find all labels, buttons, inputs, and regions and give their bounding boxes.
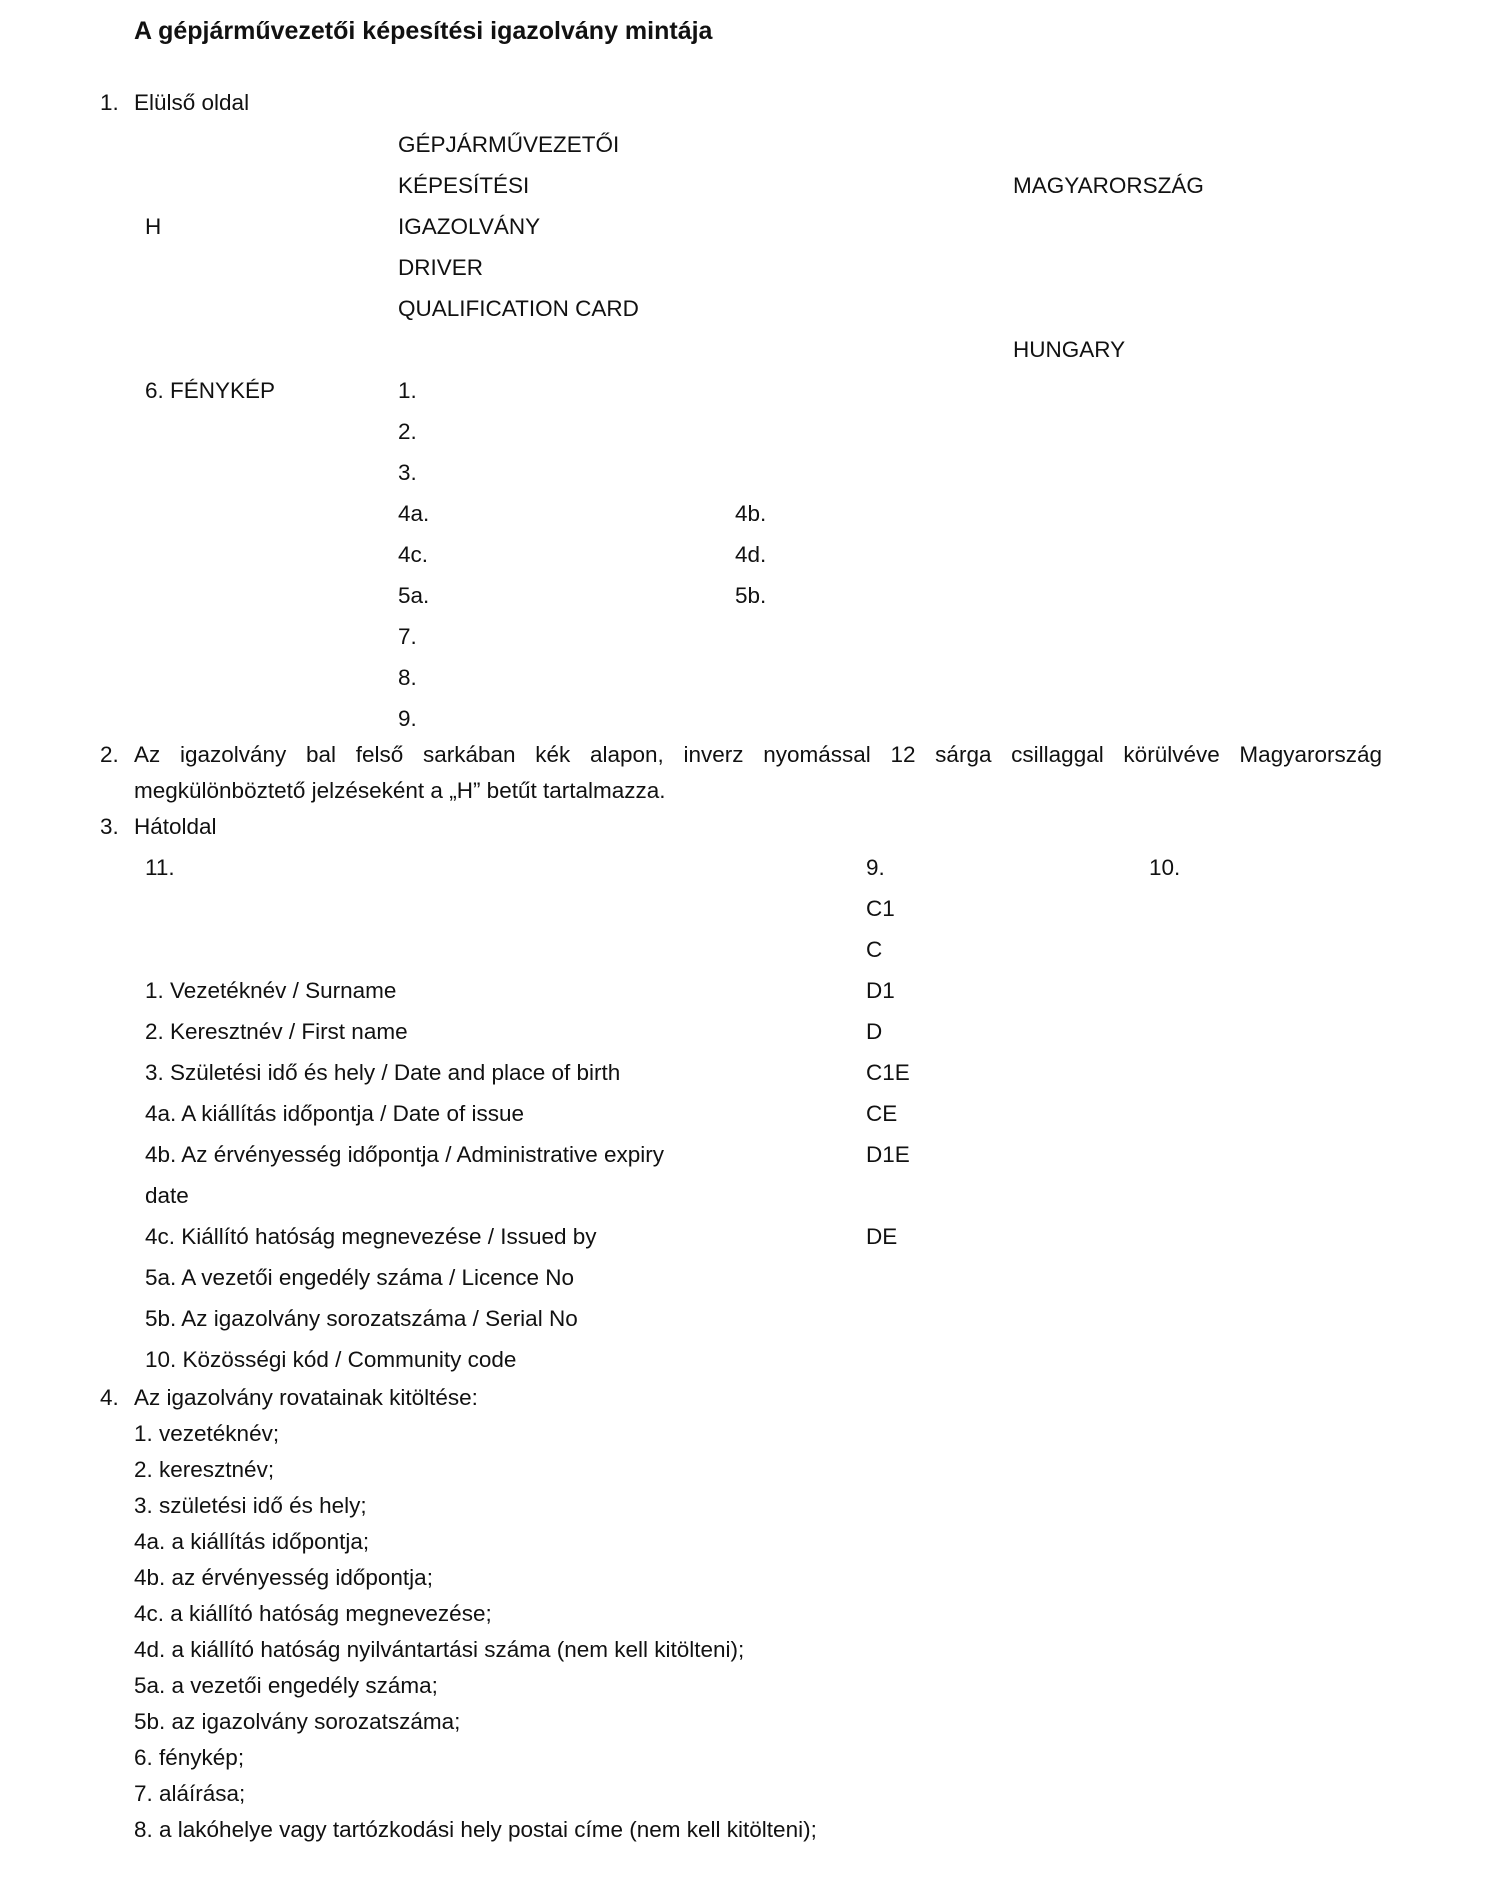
- front-field-label: 5a.: [398, 583, 430, 608]
- front-field-label: 4c.: [398, 542, 429, 567]
- fill-instruction-item: 4b. az érvényesség időpontja;: [134, 1565, 433, 1590]
- back-legend-item: 4c. Kiállító hatóság megnevezése / Issued by: [145, 1224, 597, 1249]
- fill-instruction-item: 8. a lakóhelye vagy tartózkodási hely postai címe (nem kell kitölteni);: [134, 1817, 817, 1842]
- back-legend-item: 2. Keresztnév / First name: [145, 1019, 408, 1044]
- photo-label: 6. FÉNYKÉP: [145, 378, 276, 403]
- fill-instruction-item: 4a. a kiállítás időpontja;: [134, 1529, 370, 1554]
- fill-instruction-item: 2. keresztnév;: [134, 1457, 275, 1482]
- fill-instruction-item: 6. fénykép;: [134, 1745, 245, 1770]
- back-legend-item: 5b. Az igazolvány sorozatszáma / Serial No: [145, 1306, 578, 1331]
- card-title-line: KÉPESÍTÉSI: [398, 173, 530, 198]
- licence-category: CE: [866, 1101, 898, 1126]
- section-1-heading: Elülső oldal: [134, 90, 250, 115]
- front-field-label: 5b.: [735, 583, 767, 608]
- back-legend-item: 3. Születési idő és hely / Date and place of birth: [145, 1060, 621, 1085]
- licence-category: C1E: [866, 1060, 910, 1085]
- country-name-en: HUNGARY: [1013, 337, 1126, 362]
- fill-instruction-item: 5a. a vezetői engedély száma;: [134, 1673, 438, 1698]
- card-title-line: DRIVER: [398, 255, 484, 280]
- front-field-label: 4d.: [735, 542, 767, 567]
- back-legend-item: 1. Vezetéknév / Surname: [145, 978, 397, 1003]
- back-legend-item: date: [145, 1183, 189, 1208]
- section-4-heading: Az igazolvány rovatainak kitöltése:: [134, 1385, 478, 1410]
- back-legend-item: 5a. A vezetői engedély száma / Licence No: [145, 1265, 575, 1290]
- back-col-10-label: 10.: [1149, 855, 1181, 880]
- section-3-number: 3.: [100, 814, 119, 839]
- back-legend-item: 4a. A kiállítás időpontja / Date of issue: [145, 1101, 524, 1126]
- back-col-9-label: 9.: [866, 855, 885, 880]
- section-2-paragraph: Az igazolvány bal felső sarkában kék alapon, inverz nyomással 12 sárga csillaggal körülvéve Magyarország megkülönböztető jelzéseként a „H” betűt tartalmazza.: [134, 742, 1382, 803]
- front-field-label: 2.: [398, 419, 417, 444]
- front-field-label: 9.: [398, 706, 417, 731]
- country-name-hu: MAGYARORSZÁG: [1013, 173, 1204, 198]
- section-2-number: 2.: [100, 742, 119, 767]
- licence-category: DE: [866, 1224, 898, 1249]
- card-title-line: IGAZOLVÁNY: [398, 214, 541, 239]
- licence-category: D1E: [866, 1142, 910, 1167]
- card-title-line: QUALIFICATION CARD: [398, 296, 639, 321]
- fill-instruction-item: 3. születési idő és hely;: [134, 1493, 367, 1518]
- card-title-line: GÉPJÁRMŰVEZETŐI: [398, 132, 620, 157]
- front-field-label: 4a.: [398, 501, 430, 526]
- fill-instruction-item: 4c. a kiállító hatóság megnevezése;: [134, 1601, 492, 1626]
- fill-instruction-item: 4d. a kiállító hatóság nyilvántartási száma (nem kell kitölteni);: [134, 1637, 745, 1662]
- section-1-number: 1.: [100, 90, 119, 115]
- country-code: H: [145, 214, 162, 239]
- fill-instruction-item: 1. vezetéknév;: [134, 1421, 280, 1446]
- licence-category: D1: [866, 978, 895, 1003]
- licence-category: C1: [866, 896, 895, 921]
- licence-category: D: [866, 1019, 883, 1044]
- section-4-number: 4.: [100, 1385, 119, 1410]
- licence-category: C: [866, 937, 883, 962]
- page-title: A gépjárművezetői képesítési igazolvány mintája: [134, 17, 713, 45]
- fill-instruction-item: 5b. az igazolvány sorozatszáma;: [134, 1709, 461, 1734]
- front-field-label: 4b.: [735, 501, 767, 526]
- front-field-label: 3.: [398, 460, 417, 485]
- front-field-label: 7.: [398, 624, 417, 649]
- fill-instruction-item: 7. aláírása;: [134, 1781, 246, 1806]
- back-legend-item: 4b. Az érvényesség időpontja / Administrative expiry: [145, 1142, 665, 1167]
- back-box-11-label: 11.: [145, 855, 175, 880]
- front-field-label: 8.: [398, 665, 417, 690]
- back-legend-item: 10. Közösségi kód / Community code: [145, 1347, 517, 1372]
- section-3-heading: Hátoldal: [134, 814, 217, 839]
- front-field-label: 1.: [398, 378, 417, 403]
